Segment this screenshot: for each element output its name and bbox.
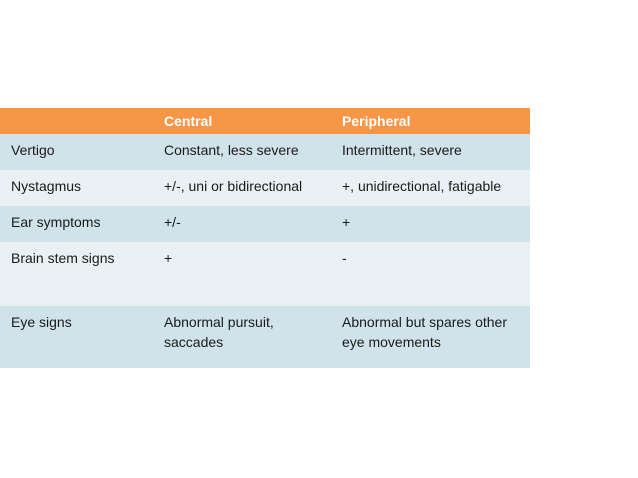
row-label-cell xyxy=(0,242,153,306)
comparison-table xyxy=(0,108,530,368)
central-value: Constant, less severe xyxy=(164,142,299,158)
peripheral-value: Abnormal but spares other eye movements xyxy=(342,314,507,350)
table-row xyxy=(0,242,530,306)
table-row xyxy=(0,206,530,242)
header-cell-empty xyxy=(0,108,153,134)
peripheral-value: + xyxy=(342,214,351,230)
row-label: Brain stem signs xyxy=(11,250,115,266)
row-label: Vertigo xyxy=(11,142,55,158)
row-label: Nystagmus xyxy=(11,178,82,194)
row-label-cell xyxy=(0,206,153,242)
row-label: Eye signs xyxy=(11,314,72,330)
central-cell xyxy=(153,134,331,170)
peripheral-cell xyxy=(331,134,530,170)
peripheral-value: +, unidirectional, fatigable xyxy=(342,178,502,194)
central-cell xyxy=(153,242,331,306)
row-label: Ear symptoms xyxy=(11,214,101,230)
peripheral-cell xyxy=(331,206,530,242)
central-value: +/- xyxy=(164,214,181,230)
central-cell xyxy=(153,206,331,242)
table-row xyxy=(0,134,530,170)
table-row xyxy=(0,170,530,206)
row-label-cell xyxy=(0,170,153,206)
peripheral-value: - xyxy=(342,250,347,266)
central-value: + xyxy=(164,250,173,266)
central-cell xyxy=(153,170,331,206)
peripheral-cell xyxy=(331,242,530,306)
table-row xyxy=(0,306,530,368)
central-value: Abnormal pursuit, saccades xyxy=(164,314,274,350)
header-cell-central: Central xyxy=(153,108,331,134)
peripheral-cell xyxy=(331,306,530,368)
row-label-cell xyxy=(0,306,153,368)
table-header-row xyxy=(0,108,530,134)
peripheral-value: Intermittent, severe xyxy=(342,142,462,158)
peripheral-cell xyxy=(331,170,530,206)
header-cell-peripheral: Peripheral xyxy=(331,108,530,134)
central-value: +/-, uni or bidirectional xyxy=(164,178,303,194)
central-cell xyxy=(153,306,331,368)
row-label-cell xyxy=(0,134,153,170)
